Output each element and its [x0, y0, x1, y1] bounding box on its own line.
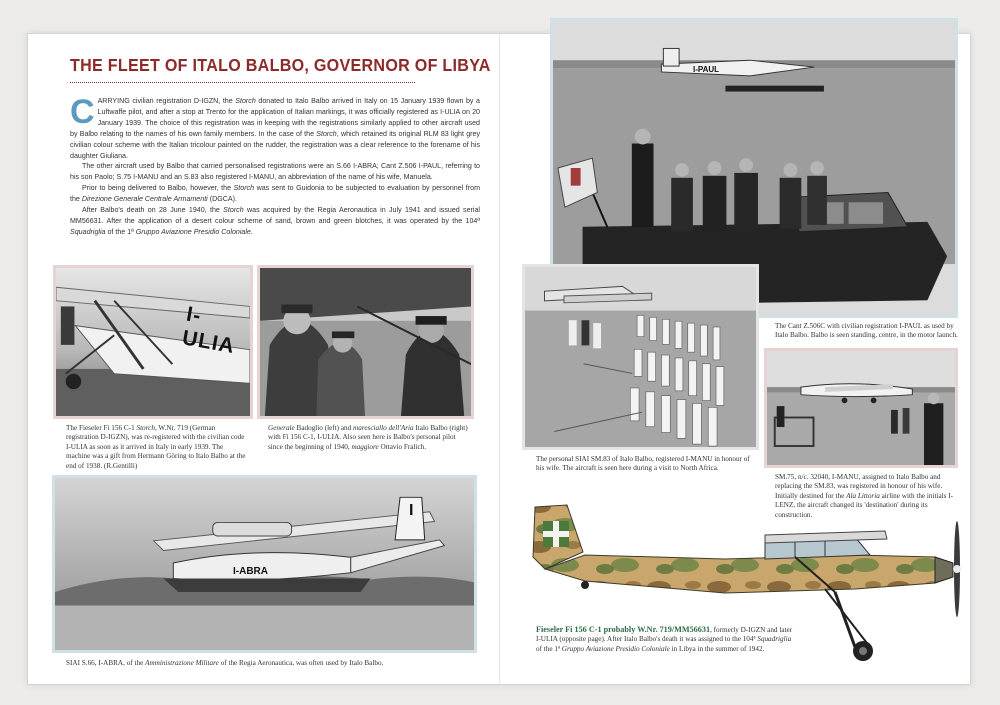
caption-profile [536, 625, 796, 654]
p4-text-4: . [250, 227, 253, 236]
tail-letter-i: I [409, 502, 414, 519]
caption-generale: Generale [268, 424, 295, 432]
p3-storch: Storch [233, 184, 255, 193]
dropcap: C [70, 93, 95, 131]
article-title: THE FLEET OF ITALO BALBO, GOVERNOR OF LIBYA [70, 55, 491, 75]
p1-text-3: , which retained its original RLM 83 light grey civilian colour scheme with the Italian tricolour painted on the rudder, the registration was a clear reference to the forename of his daughter Giuliana. [70, 129, 480, 160]
caption-profile-text: , formerly D-IGZN and later I-ULIA (opposite page). After Italo Balbo's death it was assigned to the 104ª [536, 626, 793, 644]
reg-i-ulia: I-ULIA [180, 302, 237, 359]
caption-s66-italic: Amministrazione Militare [145, 659, 219, 667]
caption-profile-gruppo: Gruppo Aviazione Presidio Coloniale [561, 644, 670, 653]
caption-sm75-text: SM.75, n/c. 32040, I-MANU, assigned to Italo Balbo and replacing the SM.83, was registered in honour of his wife. Initially destined for the [775, 473, 943, 500]
p4-storch: Storch [223, 206, 244, 215]
reg-i-paul: I-PAUL [693, 65, 720, 74]
p1-storch: Storch [235, 97, 256, 105]
p1-text: ARRYING civilian registration D-IGZN, the [97, 97, 236, 105]
caption-badoglio-text: Badoglio (left) and [294, 424, 354, 432]
p1-text-2: donated to Italo Balbo arrived in Italy on 15 January 1939 flown by a Luftwaffe pilot, and after a stop at Trento for the application of Italian markings, it was officially registered as I-ULIA on 20 January 1939. The choice of this registration was in keeping with the registrations similarly applied to other aircraft used by Balbo relating to the names of his own family members. In the case of the [70, 97, 480, 138]
caption-storch-text: The Fieseler Fi 156 C-1 [66, 424, 137, 432]
reg-i-abra: I-ABRA [233, 566, 268, 577]
caption-badoglio-text-2: Italo Balbo (right) with Fi 156 C-1, I-ULIA. Also seen here is Balbo's personal pilot since the beginning of 1940, [268, 424, 468, 451]
paragraph-1 [70, 93, 480, 161]
photo-badoglio-balbo [257, 265, 474, 419]
p4-text-3: of the 1ª [105, 227, 136, 236]
p3-text: Prior to being delivered to Balbo, however, the [82, 184, 234, 193]
p1-storch-2: Storch [316, 129, 337, 138]
caption-s66-text: SIAI S.66, I-ABRA, of the [66, 659, 146, 667]
caption-storch-italic: Storch [136, 424, 155, 432]
caption-badoglio [268, 424, 468, 452]
caption-storch-text-2: , W.Nr. 719 (German registration D-IGZN), was re-registered with the civilian code I-ULIA as soon as it arrived in Italy in early 1939. The machine was a gift from Hermann Göring to Italo Balbo at the end of 1938. (R.Gentilli) [66, 424, 246, 470]
caption-sm75-text-2: airline with the initials I-LENZ, the aircraft changed its 'destination' during its construction. [775, 491, 954, 519]
caption-maresciallo: maresciallo dell'Aria [353, 424, 414, 432]
caption-s66 [66, 659, 466, 668]
p3-direzione: Direzione Generale Centrale Armamenti [81, 195, 208, 204]
caption-profile-squadriglia: Squadriglia [757, 635, 792, 644]
photo-storch-closeup [53, 265, 253, 419]
page-gutter [499, 34, 500, 684]
caption-profile-text-3: in Libya in the summer of 1942. [669, 644, 765, 653]
caption-storch-closeup [66, 424, 248, 471]
caption-badoglio-text-3: Ottavio Fralich. [378, 442, 427, 451]
caption-s66-text-2: of the Regia Aeronautica, was often used by Italo Balbo. [218, 659, 384, 667]
p4-squadriglia: Squadriglia [70, 227, 106, 236]
paragraph-3 [70, 183, 480, 205]
paragraph-4 [70, 205, 480, 238]
article-body [70, 93, 480, 238]
p4-text: After Balbo's death on 28 June 1940, the [82, 206, 224, 215]
photo-sm83-parade [522, 264, 759, 450]
caption-sm75-italic: Ala Littoria [846, 491, 880, 500]
paragraph-2: The other aircraft used by Balbo that carried personalised registrations were an S.66 I-ABRA; Cant Z.506 I-PAUL, referring to his son Paolo; S.75 I-MANU and an S.83 also registered I-MANU, an abbreviation of the name of his wife, Manuela. [70, 162, 480, 182]
photo-sm75-airfield [764, 348, 958, 468]
caption-cant: The Cant Z.506C with civilian registration I-PAUL as used by Italo Balbo. Balbo is seen standing, centre, in the motor launch. [775, 322, 958, 340]
caption-maggiore: maggiore [351, 442, 379, 451]
caption-profile-bold: Fieseler Fi 156 C-1 probably W.Nr. 719/MM56631 [536, 625, 711, 634]
p4-gruppo: Gruppo Aviazione Presidio Coloniale [135, 227, 251, 236]
p3-text-2: was sent to Guidonia to be subjected to evaluation by personnel from the [70, 184, 480, 204]
caption-sm83: The personal SIAI SM.83 of Italo Balbo, registered I-MANU in honour of his wife. The aircraft is seen here during a visit to North Africa. [536, 455, 750, 473]
caption-profile-text-2: of the 1ª [536, 644, 562, 653]
title-rule [70, 82, 415, 83]
p4-text-2: was acquired by the Regia Aeronautica in July 1941 and issued serial MM56631. After the application of a desert colour scheme of sand, brown and green blotches, it was operated by the 104ª [70, 206, 480, 225]
p3-text-3: (DGCA). [207, 195, 237, 204]
photo-s66-seaplane [52, 475, 477, 653]
